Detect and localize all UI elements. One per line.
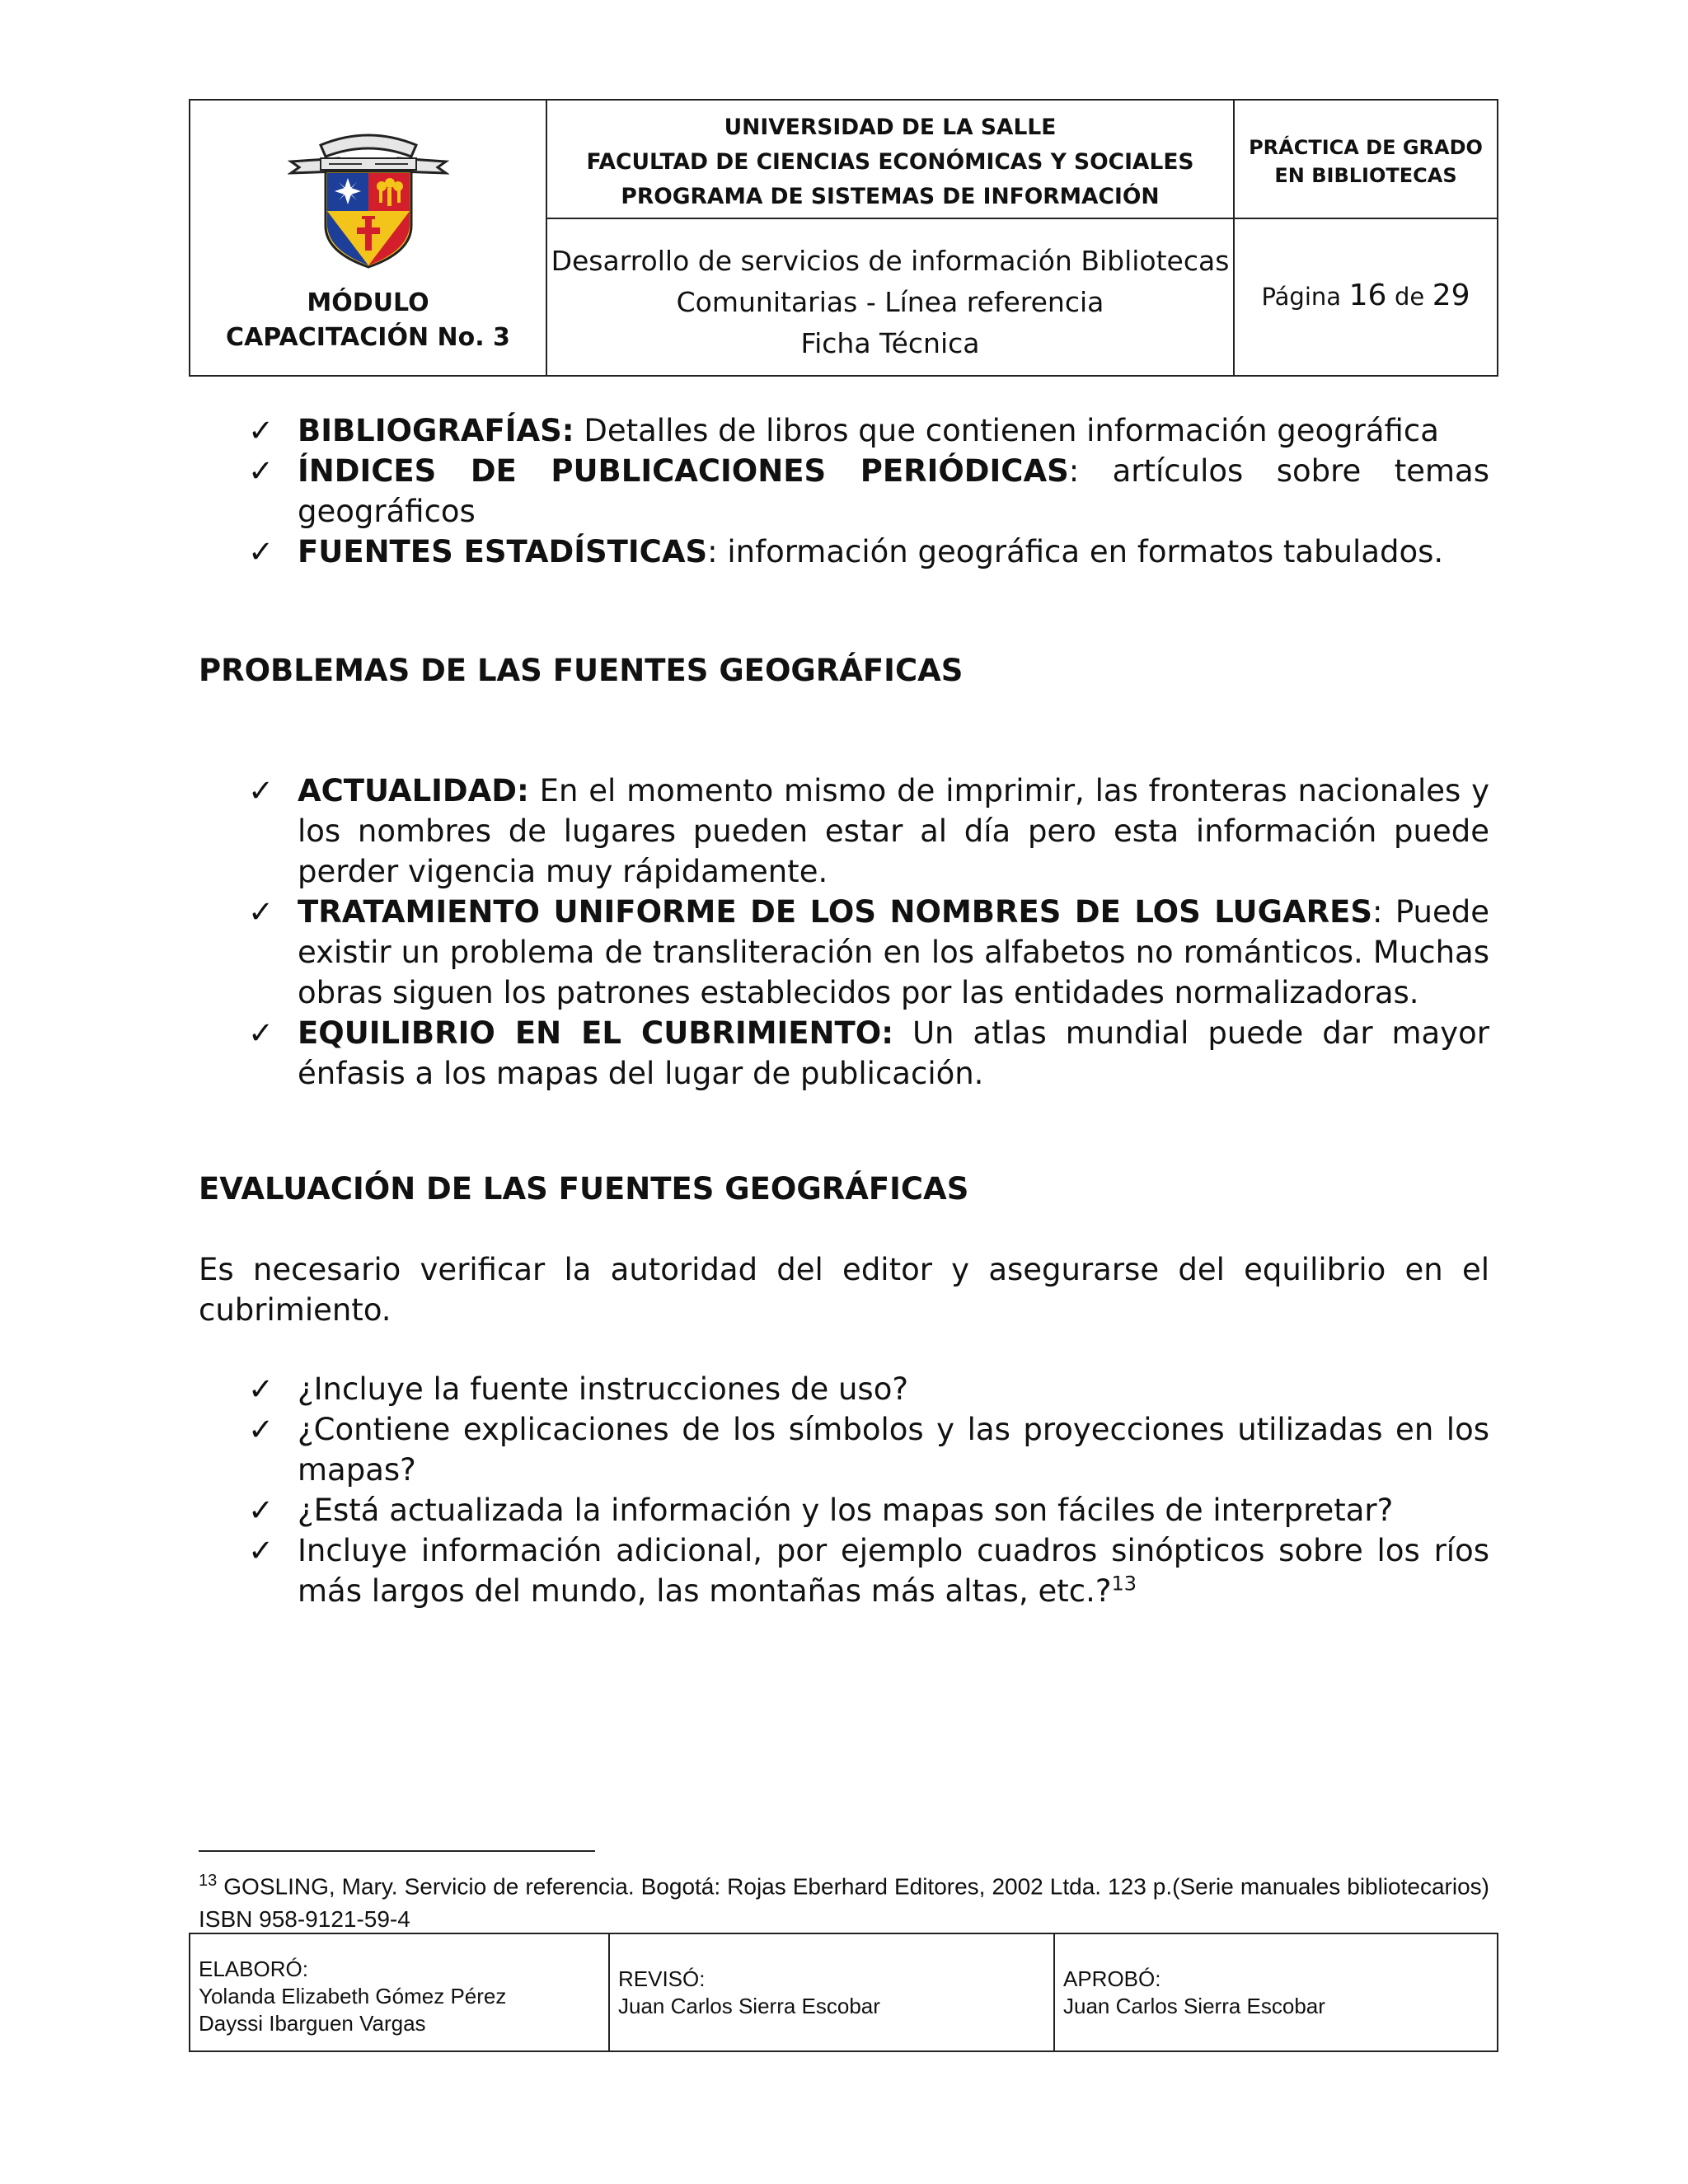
list-item-text: : artículos sobre temas geográficos [298, 453, 1489, 529]
footnote [199, 1864, 1489, 1936]
practice-cell [1235, 101, 1497, 218]
practice-line2: EN BIBLIOTECAS [1274, 164, 1457, 187]
checkmark-icon: ✓ [248, 413, 274, 448]
footnote-reference[interactable]: 13 [1111, 1572, 1137, 1596]
module-line2: CAPACITACIÓN No. 3 [226, 323, 510, 352]
list-item-text: En el momento mismo de imprimir, las fronteras nacionales y los nombres de lugares pueden estar al día pero esta información puede perder vigencia muy rápidamente. [298, 773, 1489, 889]
list-item-text: : información geográfica en formatos tabulados. [707, 534, 1444, 569]
header-table [189, 99, 1498, 377]
list-item-term: ACTUALIDAD: [298, 773, 529, 808]
list-item-term: BIBLIOGRAFÍAS: [298, 413, 574, 448]
list-item-term: EQUILIBRIO EN EL CUBRIMIENTO: [298, 1015, 894, 1051]
reviewed-by-label: REVISÓ: [618, 1966, 706, 1991]
checkmark-icon: ✓ [248, 1015, 274, 1051]
list-item [199, 451, 1489, 532]
list-item-text: ¿Contiene explicaciones de los símbolos y las proyecciones utilizadas en los mapas? [298, 1412, 1489, 1488]
section-title-evaluation: EVALUACIÓN DE LAS FUENTES GEOGRÁFICAS [199, 1171, 969, 1207]
section-title-problems: PROBLEMAS DE LAS FUENTES GEOGRÁFICAS [199, 653, 964, 688]
list-item [199, 1409, 1489, 1490]
checkmark-icon: ✓ [248, 453, 274, 489]
footnote-number: 13 [199, 1872, 218, 1890]
elaborated-by-name1: Yolanda Elizabeth Gómez Pérez [199, 1984, 507, 2008]
footnote-divider [199, 1850, 595, 1852]
checkmark-icon: ✓ [248, 894, 274, 930]
elaborated-by-label: ELABORÓ: [199, 1957, 308, 1981]
list-item-term: ÍNDICES DE PUBLICACIONES PERIÓDICAS [298, 453, 1069, 489]
page-total: 29 [1432, 279, 1470, 312]
list-item-text: : Puede existir un problema de transliteración en los alfabetos no románticos. Muchas obras siguen los patrones establecidos por las entidades normalizadoras. [298, 894, 1489, 1010]
module-line1: MÓDULO [307, 288, 429, 317]
page-number-cell [1235, 219, 1497, 377]
module-label [190, 286, 546, 355]
subject-line1: Desarrollo de servicios de información Bibliotecas [551, 245, 1230, 277]
checkmark-icon: ✓ [248, 1412, 274, 1447]
approved-by-label: APROBÓ: [1063, 1966, 1161, 1991]
approved-by-name: Juan Carlos Sierra Escobar [1063, 1994, 1325, 2018]
sources-list [199, 410, 1489, 572]
approved-by-cell [1055, 1934, 1497, 2050]
list-item-term: FUENTES ESTADÍSTICAS [298, 534, 708, 569]
list-item-text: ¿Incluye la fuente instrucciones de uso? [298, 1371, 908, 1407]
elaborated-by-name2: Dayssi Ibarguen Vargas [199, 2011, 426, 2036]
practice-line1: PRÁCTICA DE GRADO [1249, 136, 1483, 159]
reviewed-by-cell [610, 1934, 1053, 2050]
problems-list [199, 771, 1489, 1094]
program-name: PROGRAMA DE SISTEMAS DE INFORMACIÓN [621, 184, 1160, 209]
subject-line3: Ficha Técnica [800, 327, 980, 359]
faculty-name: FACULTAD DE CIENCIAS ECONÓMICAS Y SOCIALES [586, 149, 1194, 175]
list-item-text: Detalles de libros que contienen información geográfica [574, 413, 1439, 448]
list-item-term: TRATAMIENTO UNIFORME DE LOS NOMBRES DE LOS LUGARES [298, 894, 1372, 930]
elaborated-by-cell [190, 1934, 608, 2050]
checkmark-icon: ✓ [248, 773, 274, 808]
institution-cell [547, 101, 1233, 218]
evaluation-paragraph: Es necesario verificar la autoridad del editor y asegurarse del equilibrio en el cubrimiento. [199, 1252, 1489, 1328]
checkmark-icon: ✓ [248, 1371, 274, 1407]
evaluation-questions-list [199, 1369, 1489, 1611]
checkmark-icon: ✓ [248, 1493, 274, 1528]
footer-table [189, 1933, 1498, 2052]
checkmark-icon: ✓ [248, 534, 274, 569]
list-item [199, 771, 1489, 892]
university-shield-logo [288, 129, 449, 277]
list-item [199, 1013, 1489, 1094]
list-item [199, 532, 1489, 572]
subject-cell [547, 219, 1233, 377]
page-current: 16 [1348, 279, 1387, 312]
logo-cell [190, 101, 546, 375]
page-word: Página [1261, 283, 1342, 311]
list-item [199, 1369, 1489, 1409]
reviewed-by-name: Juan Carlos Sierra Escobar [618, 1994, 880, 2018]
list-item [199, 1490, 1489, 1530]
list-item [199, 410, 1489, 451]
page-indicator [1235, 279, 1497, 312]
list-item [199, 892, 1489, 1013]
list-item-text: Un atlas mundial puede dar mayor énfasis a los mapas del lugar de publicación. [298, 1015, 1489, 1091]
university-name: UNIVERSIDAD DE LA SALLE [724, 115, 1057, 140]
list-item [199, 1530, 1489, 1611]
footnote-text: GOSLING, Mary. Servicio de referencia. Bogotá: Rojas Eberhard Editores, 2002 Ltda. 123 p.(Serie manuales bibliotecarios) ISBN 958-9121-59-4 [199, 1873, 1489, 1933]
list-item-text: ¿Está actualizada la información y los mapas son fáciles de interpretar? [298, 1493, 1394, 1528]
checkmark-icon: ✓ [248, 1533, 274, 1568]
subject-line2: Comunitarias - Línea referencia [676, 286, 1104, 318]
list-item-text: Incluye información adicional, por ejemplo cuadros sinópticos sobre los ríos más largos del mundo, las montañas más altas, etc.? [298, 1533, 1489, 1609]
page-of: de [1394, 283, 1425, 311]
